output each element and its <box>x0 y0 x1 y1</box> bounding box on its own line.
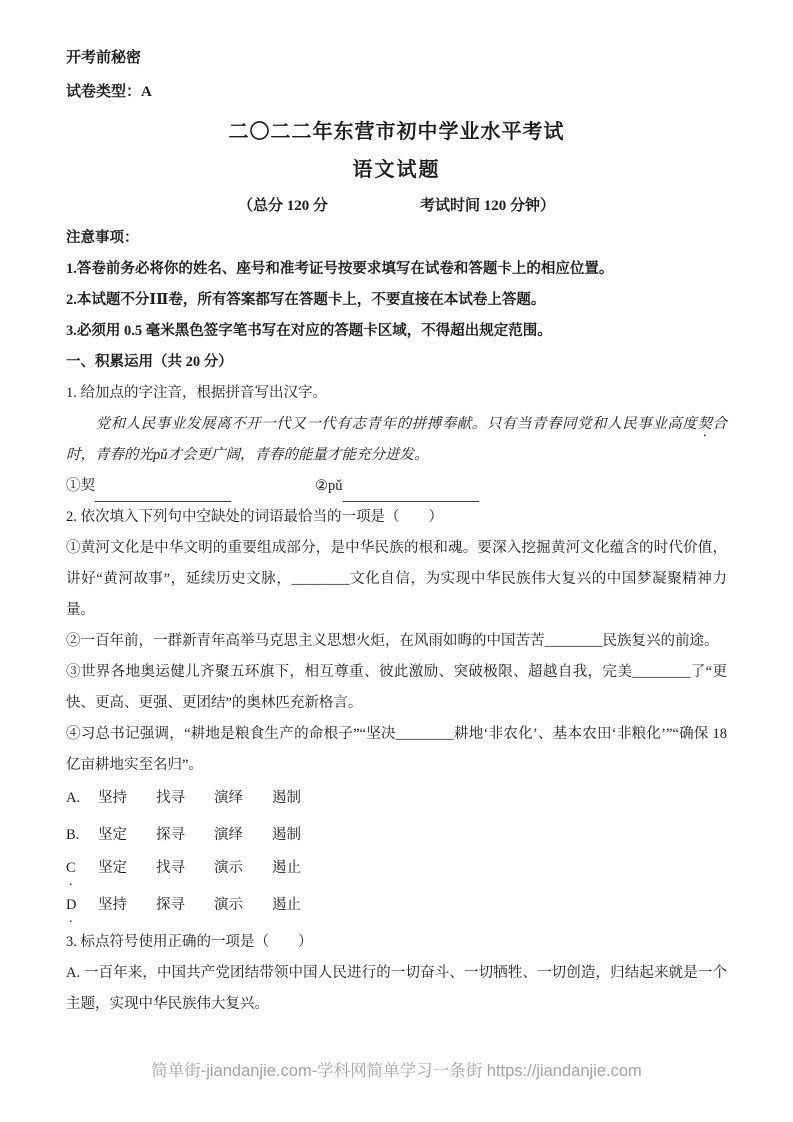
option-word: 坚持 <box>98 897 127 913</box>
option-letter: D . <box>66 890 98 921</box>
notice-item-3: 3.必须用 0.5 毫米黑色签字笔书写在对应的答题卡区域，不得超出规定范围。 <box>66 323 552 339</box>
option-row-d <box>66 890 727 926</box>
question-2-clause-1: ①黄河文化是中华文明的重要组成部分，是中华民族的根和魂。要深入挖掘黄河文化蕴含的时代价值，讲好“黄河故事”，延续历史文脉，________文化自信，为实现中华民族伟大复兴的中国梦凝聚精神力量。 <box>66 540 727 618</box>
section-1-heading: 一、积累运用（共 20 分） <box>66 354 233 370</box>
option-word: 演示 <box>214 897 243 913</box>
question-1-stem: 1. 给加点的字注音，根据拼音写出汉字。 <box>66 385 327 401</box>
watermark-footer: 简单街-jiandanjie.com-学科网简单学习一条街 https://jiandanjie.com <box>151 1062 642 1080</box>
option-word: 演示 <box>214 860 243 876</box>
option-word: 遏止 <box>272 897 301 913</box>
option-row-c <box>66 853 727 889</box>
stray-period: . <box>69 874 73 889</box>
subject-title: 语文试题 <box>352 159 441 181</box>
option-word: 遏制 <box>272 790 301 806</box>
question-3-stem: 3. 标点符号使用正确的一项是（ ） <box>66 934 313 950</box>
option-word: 探寻 <box>156 897 185 913</box>
option-letter: C . <box>66 853 98 884</box>
question-1-answer-blanks <box>66 471 727 502</box>
answer-blank-2 <box>315 471 479 502</box>
blank-1-underline <box>95 480 231 502</box>
question-2-stem: 2. 依次填入下列句中空缺处的词语最恰当的一项是（ ） <box>66 509 443 525</box>
option-word: 演绎 <box>214 827 243 843</box>
notices-heading: 注意事项： <box>66 230 139 246</box>
question-2-clause-4: ④习总书记强调，“耕地是粮食生产的命根子”“坚决________耕地‘非农化’、基本农田‘非粮化’”“确保 18 亿亩耕地实至名归”。 <box>66 726 727 773</box>
option-word: 坚定 <box>98 827 127 843</box>
option-word: 找寻 <box>156 860 185 876</box>
blank-2-label: ②pǔ <box>315 478 343 494</box>
option-row-b <box>66 820 727 851</box>
paper-meta <box>66 48 727 102</box>
total-score-label: （总分 120 分 <box>237 198 328 214</box>
question-2-clause-2: ②一百年前，一群新青年高举马克思主义思想火炬，在风雨如晦的中国苦苦________民族复兴的前途。 <box>66 633 719 649</box>
blank-2-underline <box>343 480 479 502</box>
question-3-option-a: A. 一百年来，中国共产党团结带领中国人民进行的一切奋斗、一切牺牲、一切创造，归结起来就是一个主题，实现中华民族伟大复兴。 <box>66 965 727 1012</box>
option-letter: B. <box>66 827 80 843</box>
option-word: 坚持 <box>98 790 127 806</box>
option-word: 遏制 <box>272 827 301 843</box>
option-word: 遏止 <box>272 860 301 876</box>
option-word: 找寻 <box>156 790 185 806</box>
question-1-passage <box>66 409 727 471</box>
exam-time-label: 考试时间 120 分钟） <box>420 198 556 214</box>
secrecy-label: 开考前秘密 <box>66 50 142 66</box>
answer-blank-1 <box>66 471 231 502</box>
blank-1-label: ①契 <box>66 478 95 494</box>
notice-item-2: 2.本试题不分ⅠⅡ卷，所有答案都写在答题卡上，不要直接在本试卷上答题。 <box>66 292 546 308</box>
notice-item-1: 1.答卷前务必将你的姓名、座号和准考证号按要求填写在试卷和答题卡上的相应位置。 <box>66 261 614 277</box>
document-body <box>66 223 727 1020</box>
option-word: 演绎 <box>214 790 243 806</box>
exam-title: 二〇二二年东营市初中学业水平考试 <box>228 121 565 143</box>
paper-type-label: 试卷类型：A <box>66 84 152 100</box>
option-word: 探寻 <box>156 827 185 843</box>
option-letter: A. <box>66 790 81 806</box>
score-info-line <box>66 196 727 217</box>
passage-text-after: 合时，青春的光pǔ才会更广阔，青春的能量才能充分迸发。 <box>66 416 727 463</box>
passage-text-before: 党和人民事业发展离不开一代又一代有志青年的拼搏奉献。只有当青春同党和人民事业高度 <box>95 416 698 432</box>
option-word: 坚定 <box>98 860 127 876</box>
stray-period: . <box>69 911 73 926</box>
option-row-a <box>66 783 727 814</box>
question-2-clause-3: ③世界各地奥运健儿齐聚五环旗下，相互尊重、彼此激励、突破极限、超越自我，完美________了“更快、更高、更强、更团结”的奥林匹充新格言。 <box>66 664 727 711</box>
emphasized-char: 契 <box>697 416 713 432</box>
